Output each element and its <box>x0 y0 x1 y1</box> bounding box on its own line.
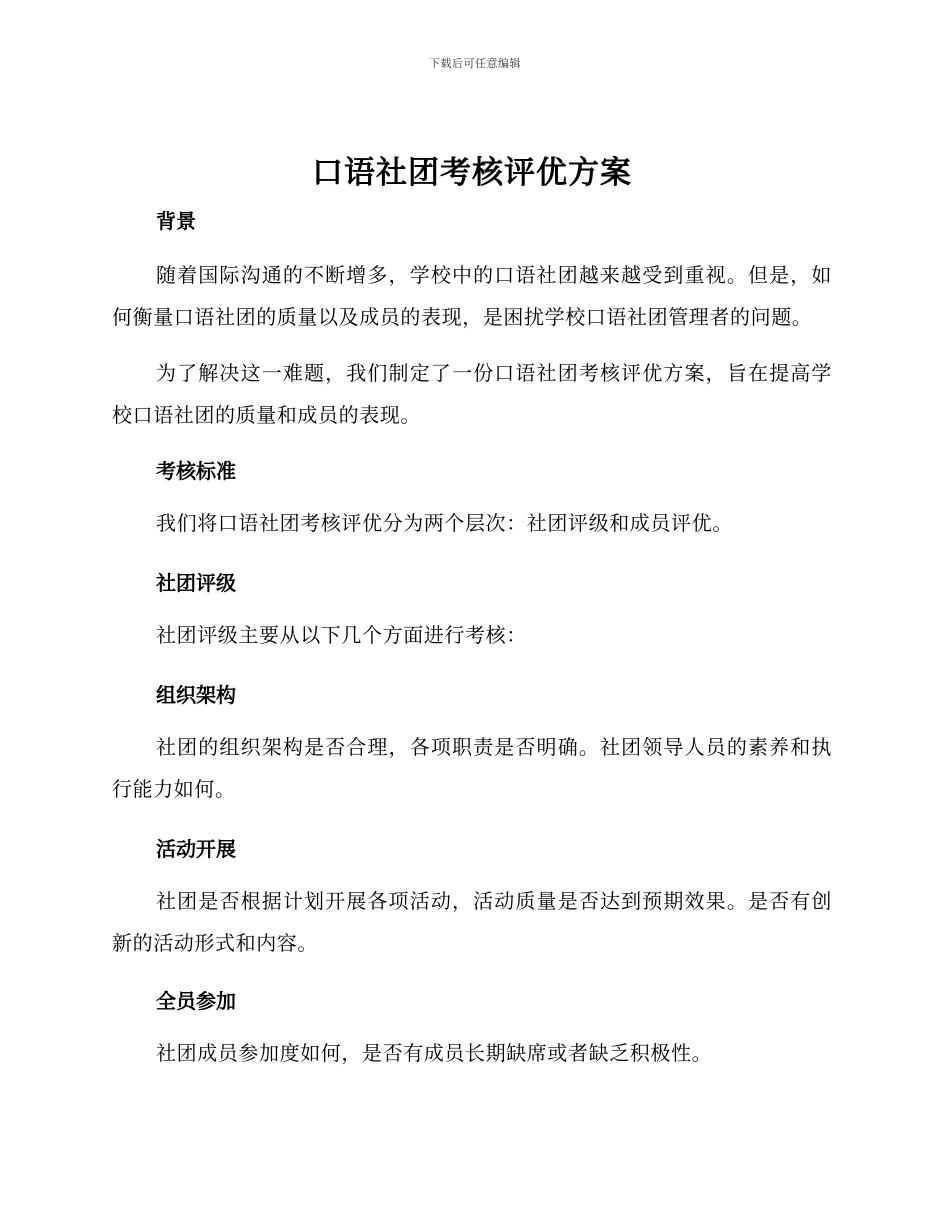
paragraph-background-1: 随着国际沟通的不断增多，学校中的口语社团越来越受到重视。但是，如何衡量口语社团的质量以及成员的表现，是困扰学校口语社团管理者的问题。 <box>112 263 832 329</box>
document-body <box>112 150 832 1074</box>
document-title: 口语社团考核评优方案 <box>312 155 632 191</box>
heading-activities: 活动开展 <box>156 837 236 861</box>
paragraph-club-rating: 社团评级主要从以下几个方面进行考核： <box>156 623 527 647</box>
paragraph-participation: 社团成员参加度如何，是否有成员长期缺席或者缺乏积极性。 <box>156 1041 713 1065</box>
heading-club-rating: 社团评级 <box>156 571 236 595</box>
paragraph-assessment-standard: 我们将口语社团考核评优分为两个层次：社团评级和成员评优。 <box>156 511 733 535</box>
heading-organization: 组织架构 <box>156 683 236 707</box>
paragraph-organization: 社团的组织架构是否合理，各项职责是否明确。社团领导人员的素养和执行能力如何。 <box>112 735 832 801</box>
paragraph-background-2: 为了解决这一难题，我们制定了一份口语社团考核评优方案，旨在提高学校口语社团的质量和成员的表现。 <box>112 361 832 427</box>
header-note: 下载后可任意编辑 <box>429 57 521 70</box>
paragraph-activities: 社团是否根据计划开展各项活动，活动质量是否达到预期效果。是否有创新的活动形式和内容。 <box>112 889 832 955</box>
heading-assessment-standard: 考核标准 <box>156 459 236 483</box>
heading-background: 背景 <box>156 209 196 233</box>
heading-participation: 全员参加 <box>156 989 236 1013</box>
